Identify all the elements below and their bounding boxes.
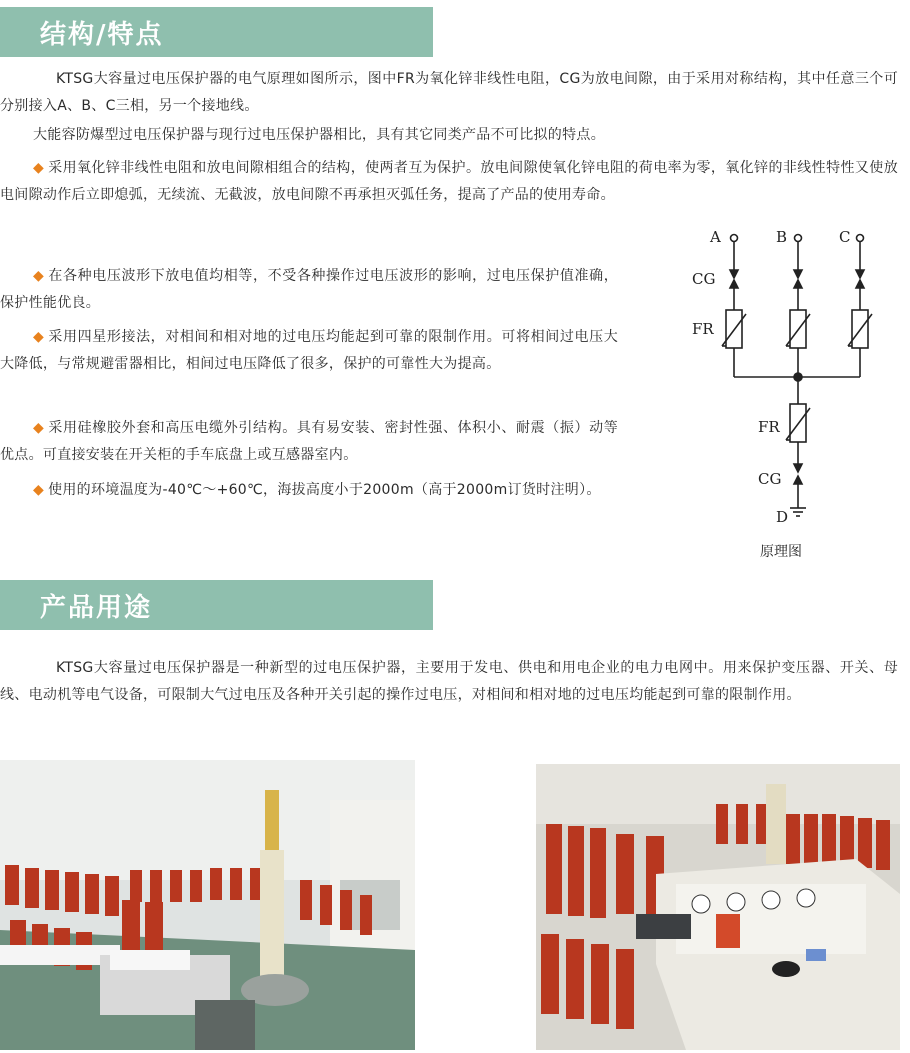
cg-label-bottom: CG (758, 470, 782, 488)
section-title: 产品用途 (40, 592, 153, 623)
feature-text: 采用硅橡胶外套和高压电缆外引结构。具有易安装、密封性强、体积小、耐震（振）动等优点。可直接安装在开关柜的手车底盘上或互感器室内。 (0, 420, 618, 463)
terminal-a-icon (731, 235, 738, 242)
fr-label: FR (692, 320, 714, 338)
feature-text: 采用氧化锌非线性电阻和放电间隙相组合的结构，使两者互为保护。放电间隙使氧化锌电阻的荷电率为零，氧化锌的非线性特性又使放电间隙动作后立即熄弧，无续流、无截波，放电间隙不再承担灭弧任务，提高了产品的使用寿命。 (0, 160, 898, 203)
feature-text: 采用四星形接法，对相间和相对地的过电压均能起到可靠的限制作用。可将相间过电压大大降低，与常规避雷器相比，相间过电压降低了很多，保护的可靠性大为提高。 (0, 329, 618, 372)
multimeter-icon (716, 914, 740, 948)
bushing-icon (766, 784, 786, 864)
section-banner-structure (0, 7, 433, 57)
diamond-bullet-icon: ◆ (33, 482, 45, 498)
diamond-bullet-icon: ◆ (33, 160, 45, 176)
lab-photo-right (536, 764, 900, 1050)
cg-label: CG (692, 270, 716, 288)
feature-bullet (0, 155, 898, 209)
feature-text: 使用的环境温度为-40℃～+60℃，海拔高度小于2000m（高于2000m订货时注明）。 (48, 482, 601, 498)
feature-bullet (0, 415, 618, 469)
ground-label: D (776, 508, 789, 526)
diamond-bullet-icon: ◆ (33, 329, 45, 345)
bushing-icon (260, 850, 284, 980)
phase-a-label: A (710, 228, 721, 246)
schematic-diagram (690, 222, 890, 562)
feature-bullet (0, 477, 618, 504)
section-banner-usage (0, 580, 433, 630)
lab-photo-left (0, 760, 415, 1050)
diamond-bullet-icon: ◆ (33, 268, 45, 284)
section-title: 结构/特点 (40, 19, 164, 50)
diamond-bullet-icon: ◆ (33, 420, 45, 436)
intro-paragraph: KTSG大容量过电压保护器的电气原理如图所示，图中FR为氧化锌非线性电阻，CG为放电间隙，由于采用对称结构，其中任意三个可分别接入A、B、C三相，另一个接地线。 (0, 71, 898, 114)
diagram-caption: 原理图 (760, 544, 802, 560)
phase-b-label: B (776, 228, 788, 246)
circuit-lines (722, 235, 872, 517)
phase-c-label: C (839, 228, 851, 246)
terminal-c-icon (857, 235, 864, 242)
usage-paragraph: KTSG大容量过电压保护器是一种新型的过电压保护器，主要用于发电、供电和用电企业的电力电网中。用来保护变压器、开关、母线、电动机等电气设备，可限制大气过电压及各种开关引起的操作过电压，对相间和相对地的过电压均能起到可靠的限制作用。 (0, 660, 898, 703)
feature-bullet (0, 324, 618, 378)
feature-text: 在各种电压波形下放电值均相等，不受各种操作过电压波形的影响，过电压保护值准确，保护性能优良。 (0, 268, 618, 311)
lead-paragraph: 大能容防爆型过电压保护器与现行过电压保护器相比，具有其它同类产品不可比拟的特点。 (33, 127, 605, 143)
star-node-icon (794, 373, 802, 381)
terminal-b-icon (795, 235, 802, 242)
fr-label-bottom: FR (758, 418, 780, 436)
feature-bullet (0, 263, 618, 317)
